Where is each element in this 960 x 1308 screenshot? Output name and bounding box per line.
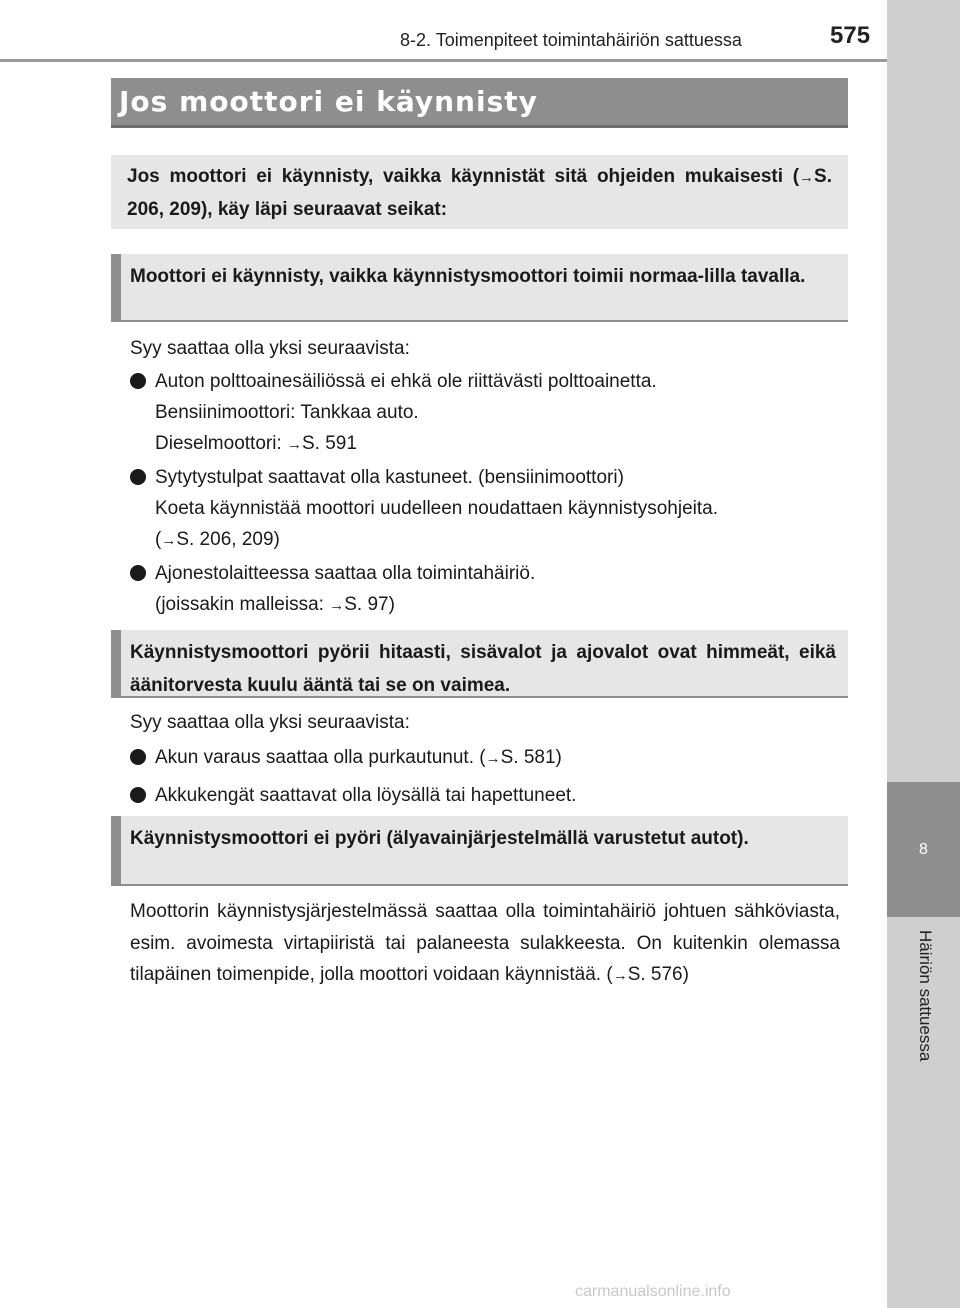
- arrow-icon: →: [287, 436, 302, 453]
- intro-text-after: S. 206, 209), käy läpi seuraavat seikat:: [127, 166, 832, 220]
- bullet-line: [155, 589, 840, 621]
- list-item: [130, 462, 840, 556]
- list-item: [130, 366, 840, 460]
- bullet-line: [155, 742, 840, 774]
- page-title: Jos moottori ei käynnisty: [119, 85, 538, 118]
- bullet-icon: [130, 565, 146, 581]
- bullet-icon: [130, 469, 146, 485]
- bullet-line: Ajonestolaitteessa saattaa olla toimintahäiriö.: [155, 563, 536, 584]
- arrow-icon: →: [485, 750, 501, 767]
- bullet-line: [155, 428, 840, 460]
- page-reference-link[interactable]: S. 581): [500, 747, 562, 768]
- bullet-text: Dieselmoottori:: [155, 433, 287, 454]
- page-header: [0, 0, 887, 62]
- condition-heading-text: Käynnistysmoottori ei pyöri (älyavainjärjestelmällä varustetut autot).: [130, 828, 749, 849]
- list-item: [130, 780, 840, 811]
- lead-text: Syy saattaa olla yksi seuraavista:: [130, 712, 410, 733]
- bullet-line: Bensiinimoottori: Tankkaa auto.: [155, 402, 419, 423]
- bullet-text: Akun varaus saattaa olla purkautunut. (: [155, 747, 486, 768]
- condition-heading-text: Käynnistysmoottori pyörii hitaasti, sisävalot ja ajovalot ovat himmeät, eikä äänitorvesta kuulu ääntä tai se on vaimea.: [130, 642, 836, 696]
- list-item: [130, 742, 840, 774]
- bullet-line: Koeta käynnistää moottori uudelleen noudattaen käynnistysohjeita.: [155, 498, 718, 519]
- chapter-name: Häiriön sattuessa: [916, 930, 935, 1062]
- arrow-icon: →: [799, 169, 815, 186]
- list-item: [130, 558, 840, 621]
- page-title-bar: [111, 78, 848, 128]
- condition-heading-1: [111, 254, 848, 322]
- bullet-line: Auton polttoainesäiliössä ei ehkä ole riittävästi polttoainetta.: [155, 371, 657, 392]
- condition-heading-3: [111, 816, 848, 886]
- section-3-body: [130, 896, 840, 992]
- lead-text: Syy saattaa olla yksi seuraavista:: [130, 338, 410, 359]
- paragraph-text: Moottorin käynnistysjärjestelmässä saattaa olla toimintahäiriö johtuen sähköviasta, esim. avoimesta virtapiiristä tai palaneesta sulakkeesta. On kuitenkin olemassa tilapäinen toimenpide, jolla moottori voidaan käynnistää. (: [130, 901, 840, 985]
- bullet-icon: [130, 373, 146, 389]
- chapter-sidebar: [887, 0, 960, 1308]
- arrow-icon: →: [329, 597, 345, 614]
- arrow-icon: →: [161, 532, 177, 549]
- intro-box: [111, 155, 848, 229]
- bullet-icon: [130, 787, 146, 803]
- chapter-number: 8: [919, 840, 928, 858]
- page-reference-link[interactable]: S. 97): [344, 594, 395, 615]
- condition-heading-text: Moottori ei käynnisty, vaikka käynnistysmoottori toimii normaa-lilla tavalla.: [130, 266, 806, 287]
- bullet-text: (joissakin malleissa:: [155, 594, 330, 615]
- section-title: 8-2. Toimenpiteet toimintahäiriön sattuessa: [400, 30, 742, 50]
- page-reference-link[interactable]: S. 591: [302, 433, 357, 454]
- page-reference-link[interactable]: S. 576): [627, 964, 689, 985]
- section-1-body: [130, 333, 840, 621]
- chapter-tab[interactable]: [887, 782, 960, 917]
- intro-text-before: Jos moottori ei käynnisty, vaikka käynnistät sitä ohjeiden mukaisesti (: [127, 166, 800, 187]
- condition-heading-2: [111, 630, 848, 698]
- page-reference-link[interactable]: S. 206, 209): [176, 529, 280, 550]
- bullet-line: Akkukengät saattavat olla löysällä tai hapettuneet.: [155, 785, 577, 806]
- arrow-icon: →: [612, 967, 628, 984]
- bullet-line: Sytytystulpat saattavat olla kastuneet. (bensiinimoottori): [155, 467, 624, 488]
- bullet-icon: [130, 749, 146, 765]
- section-2-body: [130, 707, 840, 811]
- page-number: 575: [830, 22, 871, 49]
- bullet-text: (: [155, 529, 162, 550]
- watermark: carmanualsonline.info: [575, 1283, 731, 1300]
- bullet-line: [155, 524, 840, 556]
